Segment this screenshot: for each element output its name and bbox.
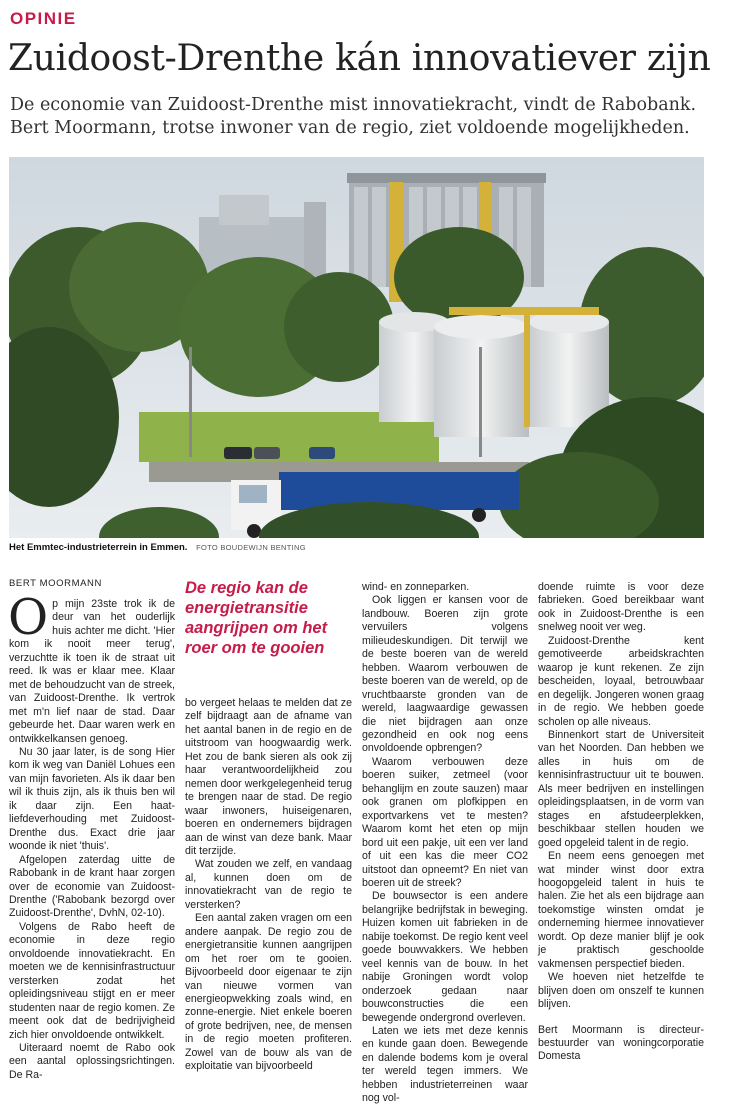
- author-note: Bert Moormann is directeur-bestuurder van woningcorporatie Domesta: [538, 1023, 704, 1063]
- caption-text: Het Emmtec-industrieterrein in Emmen.: [9, 542, 188, 553]
- body-paragraph: Volgens de Rabo heeft de economie in deze regio onvoldoende innovatiekracht. En moeten we de kennisinfrastructuur versterken zodat het opleidingsniveau stijgt en er meer studenten naar de regio komen. Ze meent ook dat de bedrijvigheid zich hier onvoldoende ontwikkelt.: [9, 920, 175, 1041]
- body-paragraph: bo vergeet helaas te melden dat ze zelf bijdraagt aan de afname van het aantal banen in de regio en de uitstroom van hoogwaardig werk. Het zou de bank sieren als ook zij haar verantwoordelijkheid zou nemen door werkgelegenheid terug te brengen naar de stad. De regio waar inwoners, huiseigenaren, boeren en ondernemers bijdragen aan de winst van deze bank. Maar dit terzijde.: [185, 697, 352, 857]
- pull-quote-line: roer om te gooien: [185, 639, 325, 657]
- body-paragraph: Binnenkort start de Universiteit van het Noorden. Dan hebben we alles in huis om de kennisinfrastructuur uit te bouwen. Als meer bedrijven en instellingen opleidingsplaatsen, in de vorm van stages en afstudeerplekken, beschikbaar stellen houden we goed opgeleid talent in de regio.: [538, 728, 704, 849]
- lead-paragraph: [10, 94, 726, 140]
- body-paragraph: Laten we iets met deze kennis en kunde gaan doen. Bewegende en dalende bodems kom je overal ter wereld tegen immers. We hebben industrieterreinen waar nog vol-: [362, 1024, 528, 1105]
- photo-caption: [9, 542, 306, 553]
- byline: BERT MOORMANN: [9, 578, 102, 589]
- body-paragraph: Een aantal zaken vragen om een andere aanpak. De regio zou de energietransitie kunnen aangrijpen om het roer om te gooien. Bijvoorbeeld door eigenaar te zijn van nieuwe vormen van energieopwekking zoals wind, en zonne-energie. Niet enkele boeren of grote bedrijven, nee, de mensen in de regio moeten profiteren. Zowel van de bouw als van de exploitatie van bijvoorbeeld: [185, 912, 352, 1073]
- pull-quote: [185, 578, 357, 658]
- industrial-site-photo: [9, 157, 704, 538]
- headline: Zuidoost-Drenthe kán innovatiever zijn: [8, 38, 711, 79]
- body-paragraph: Op mijn 23ste trok ik de deur van het ouderlijk huis achter me dicht. 'Hier kom ik nooit meer terug', verzuchtte ik toen ik de straat uit reed. Ik was er klaar mee. Klaar met de behoudzucht van de streek, van Zuidoost-Drenthe. Ik vertrok met m'n lief naar de stad. Daar gebeurde het. Daar waren werk en ontwikkelkansen genoeg.: [8, 589, 175, 745]
- pull-quote-line: aangrijpen om het: [185, 619, 328, 637]
- body-column-2: [185, 697, 352, 1074]
- pull-quote-line: De regio kan de: [185, 579, 308, 597]
- body-column-4: [538, 581, 704, 1064]
- body-column-3: [362, 581, 528, 1106]
- photo-credit: FOTO BOUDEWIJN BENTING: [196, 543, 306, 552]
- body-paragraph: Ook liggen er kansen voor de landbouw. Boeren zijn grote vervuilers volgens milieudeskundigen. Dit terwijl we de beste boeren van de wereld hebben. Waarom verbouwen de beste boeren van de wereld, op de vruchtbaarste gronden van de wereld, laagwaardige gewassen die niet bijdragen aan onze gezondheid en ook nog eens onvoldoende opbrengen?: [362, 594, 528, 755]
- body-paragraph: Waarom verbouwen deze boeren suiker, zetmeel (voor behanglijm en zoute sauzen) maar ook granen om plofkippen en exportvarkens vet te mesten? Waarom komt het eten op mijn bord uit een pakje, uit een ver land of uit een kas die meer CO2 uitstoot dan opneemt? En niet van boeren uit de streek?: [362, 755, 528, 889]
- drop-cap: O: [8, 589, 49, 646]
- pull-quote-line: energietransitie: [185, 599, 308, 617]
- lead-line: Bert Moormann, trotse inwoner van de regio, ziet voldoende mogelijkheden.: [10, 118, 690, 138]
- body-column-1: [8, 589, 175, 1082]
- body-paragraph: Uiteraard noemt de Rabo ook een aantal oplossingsrichtingen. De Ra-: [9, 1041, 175, 1081]
- body-paragraph: We hoeven niet hetzelfde te blijven doen om onszelf te kunnen blijven.: [538, 971, 704, 1011]
- body-paragraph: Nu 30 jaar later, is de song Hier kom ik weg van Daniël Lohues een van mijn favorieten. Als ik daar ben wil ik thuis zijn, als ik thuis ben wil ik daar zijn. Een haat-liefdeverhouding met Zuidoost-Drenthe dus. Exact drie jaar woonde ik niet 'thuis'.: [9, 745, 175, 853]
- body-paragraph: doende ruimte is voor deze fabrieken. Goed bereikbaar want ook in Zuidoost-Drenthe is een snelweg nooit ver weg.: [538, 581, 704, 634]
- section-label: OPINIE: [10, 9, 77, 28]
- body-paragraph: Afgelopen zaterdag uitte de Rabobank in de krant haar zorgen over de economie van Zuidoost-Drenthe ('Rabobank bezorgd over Zuidoost-Drenthe', DvhN, 02-10).: [9, 853, 175, 920]
- body-paragraph: En neem eens genoegen met wat minder winst door extra hoogopgeleid talent in huis te halen. Zie het als een bijdrage aan toekomstige winsten omdat je onderneming hiermee innovatiever wordt. Op deze manier blijf je ook je praktisch geschoolde vakmensen perspectief bieden.: [538, 850, 704, 970]
- body-paragraph: De bouwsector is een andere belangrijke bedrijfstak in beweging. Huizen komen uit fabrieken in de nabije toekomst. De regio kent veel goede bouwvakkers. We hebben veel kennis van de bouw. In het nabije Groningen wordt volop onderzoek gedaan naar bouwconstructies die een bewegende ondergrond overleven.: [362, 890, 528, 1024]
- body-paragraph: wind- en zonneparken.: [362, 581, 470, 593]
- lead-line: De economie van Zuidoost-Drenthe mist innovatiekracht, vindt de Rabobank.: [10, 95, 697, 115]
- body-paragraph: Wat zouden we zelf, en vandaag al, kunnen doen om de innovatiekracht van de regio te versterken?: [185, 858, 352, 911]
- body-paragraph: Zuidoost-Drenthe kent gemotiveerde arbeidskrachten waarop je kunt rekenen. Ze zijn bescheiden, loyaal, betrouwbaar en degelijk. Jongeren wonen graag in de regio. We hebben goede scholen op alle niveaus.: [538, 634, 704, 728]
